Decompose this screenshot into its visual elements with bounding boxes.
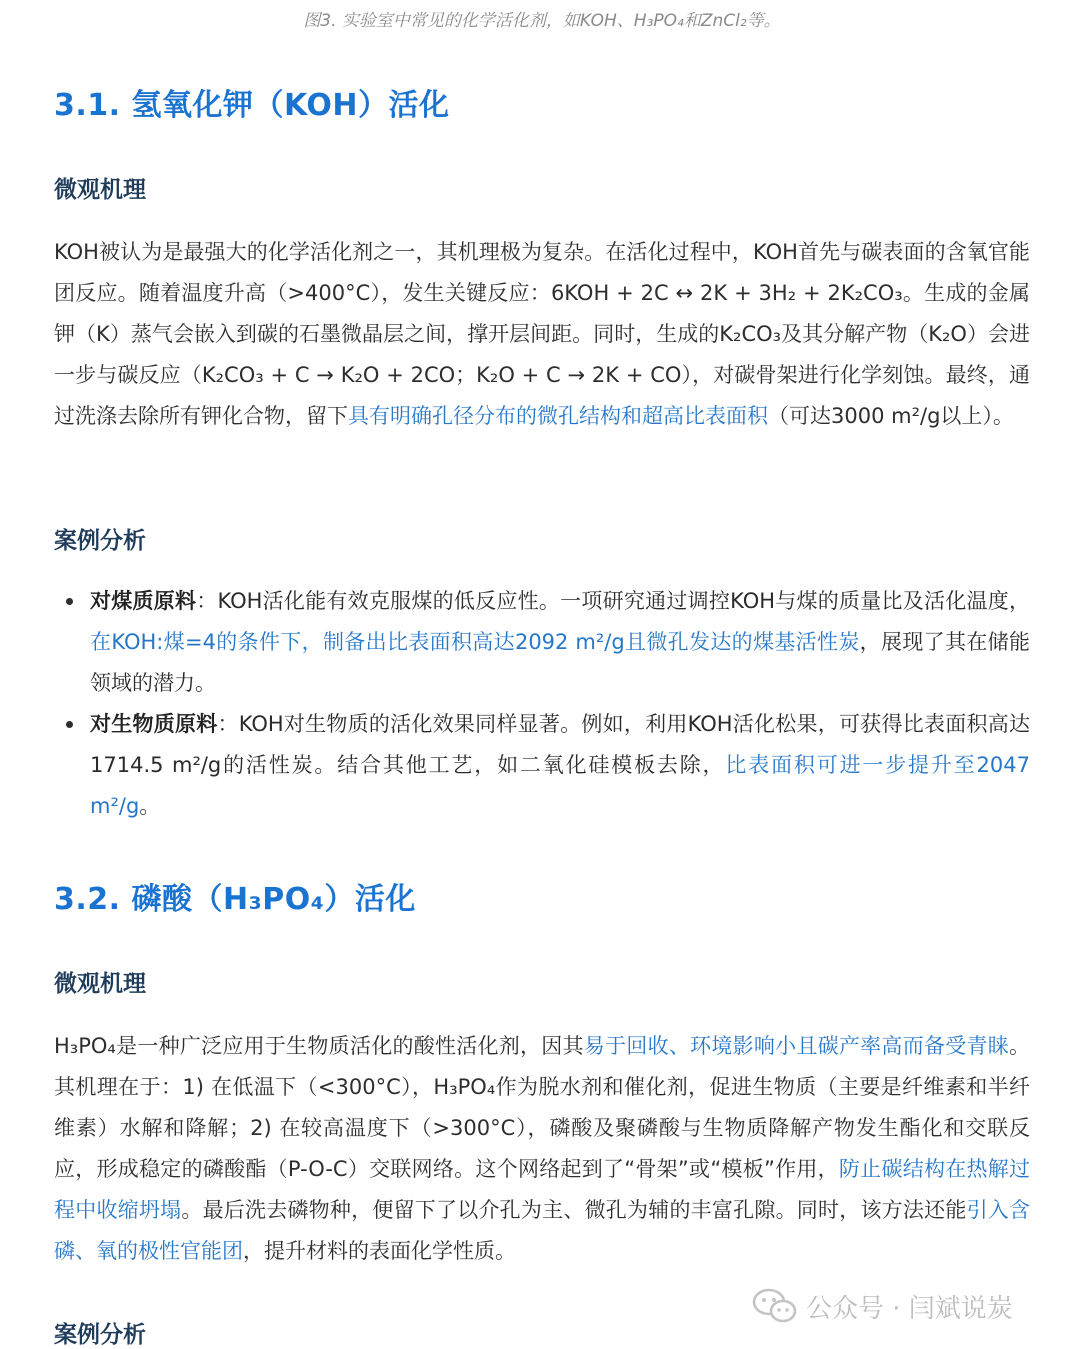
h3po4-text-3: 。最后洗去磷物种，便留下了以介孔为主、微孔为辅的丰富孔隙。同时，该方法还能 xyxy=(181,1198,967,1222)
koh-mechanism-text-2: （可达3000 m²/g以上）。 xyxy=(768,404,1014,428)
h3po4-mechanism-paragraph xyxy=(54,1026,1030,1272)
case-text-end: 。 xyxy=(139,794,161,818)
h3po4-text-4: ，提升材料的表面化学性质。 xyxy=(243,1239,516,1263)
koh-case-list xyxy=(54,581,1030,827)
h3po4-mechanism-heading: 微观机理 xyxy=(54,971,146,997)
case-text: ：KOH对生物质的活化效果同样显著。例如，利用KOH活化松果，可获得比表面积高达1714.5 m²/g的活性炭。结合其他工艺，如二氧化硅模板去除， xyxy=(90,712,1030,777)
case-text-end: ，展现了其在储能领域的潜力。 xyxy=(90,630,1030,695)
koh-mechanism-text-1: KOH被认为是最强大的化学活化剂之一，其机理极为复杂。在活化过程中，KOH首先与碳表面的含氧官能团反应。随着温度升高（>400°C），发生关键反应：6KOH + 2C ↔ 2K + 3H₂ + 2K₂CO₃。生成的金属钾（K）蒸气会嵌入到碳的石墨微晶层之间，撑开层间距。同时，生成的K₂CO₃及其分解产物（K₂O）会进一步与碳反应（K₂CO₃ + C → K₂O + 2CO；K₂O + C → 2K + CO），对碳骨架进行化学刻蚀。最终，通过洗涤去除所有钾化合物，留下 xyxy=(54,240,1030,428)
case-label: 对煤质原料 xyxy=(90,589,197,613)
case-label: 对生物质原料 xyxy=(90,712,218,736)
case-text: ：KOH活化能有效克服煤的低反应性。一项研究通过调控KOH与煤的质量比及活化温度， xyxy=(196,589,1030,613)
koh-mechanism-paragraph xyxy=(54,232,1030,437)
h3po4-text-2: 。其机理在于：1) 在低温下（<300°C），H₃PO₄作为脱水剂和催化剂，促进生物质（主要是纤维素和半纤维素）水解和降解；2) 在较高温度下（>300°C），磷酸及聚磷酸与生物质降解产物发生酯化和交联反应，形成稳定的磷酸酯（P-O-C）交联网络。这个网络起到了“骨架”或“模板”作用， xyxy=(54,1034,1030,1181)
list-item xyxy=(90,704,1030,827)
section-koh-title: 3.1. 氢氧化钾（KOH）活化 xyxy=(54,88,450,123)
case-highlight: 比表面积可进一步提升至2047 m²/g xyxy=(90,753,1030,818)
watermark xyxy=(752,1284,1013,1328)
h3po4-highlight-1: 易于回收、环境影响小且碳产率高而备受青睐 xyxy=(583,1034,1009,1058)
watermark-text: 公众号 · 闫斌说炭 xyxy=(806,1293,1013,1324)
h3po4-text-1: H₃PO₄是一种广泛应用于生物质活化的酸性活化剂，因其 xyxy=(54,1034,584,1058)
h3po4-highlight-3: 引入含磷、氧的极性官能团 xyxy=(54,1198,1031,1263)
list-item xyxy=(90,581,1030,704)
section-h3po4-title: 3.2. 磷酸（H₃PO₄）活化 xyxy=(54,882,416,917)
koh-mechanism-highlight: 具有明确孔径分布的微孔结构和超高比表面积 xyxy=(348,404,768,428)
case-highlight: 在KOH:煤=4的条件下，制备出比表面积高达2092 m²/g且微孔发达的煤基活性炭 xyxy=(90,630,860,654)
h3po4-case-heading: 案例分析 xyxy=(54,1322,146,1348)
koh-mechanism-heading: 微观机理 xyxy=(54,177,146,203)
koh-case-heading: 案例分析 xyxy=(54,528,146,554)
wechat-icon xyxy=(752,1287,798,1325)
figure-caption: 图3. 实验室中常见的化学活化剂，如KOH、H₃PO₄和ZnCl₂等。 xyxy=(303,11,781,31)
h3po4-highlight-2: 防止碳结构在热解过程中收缩坍塌 xyxy=(54,1157,1031,1222)
